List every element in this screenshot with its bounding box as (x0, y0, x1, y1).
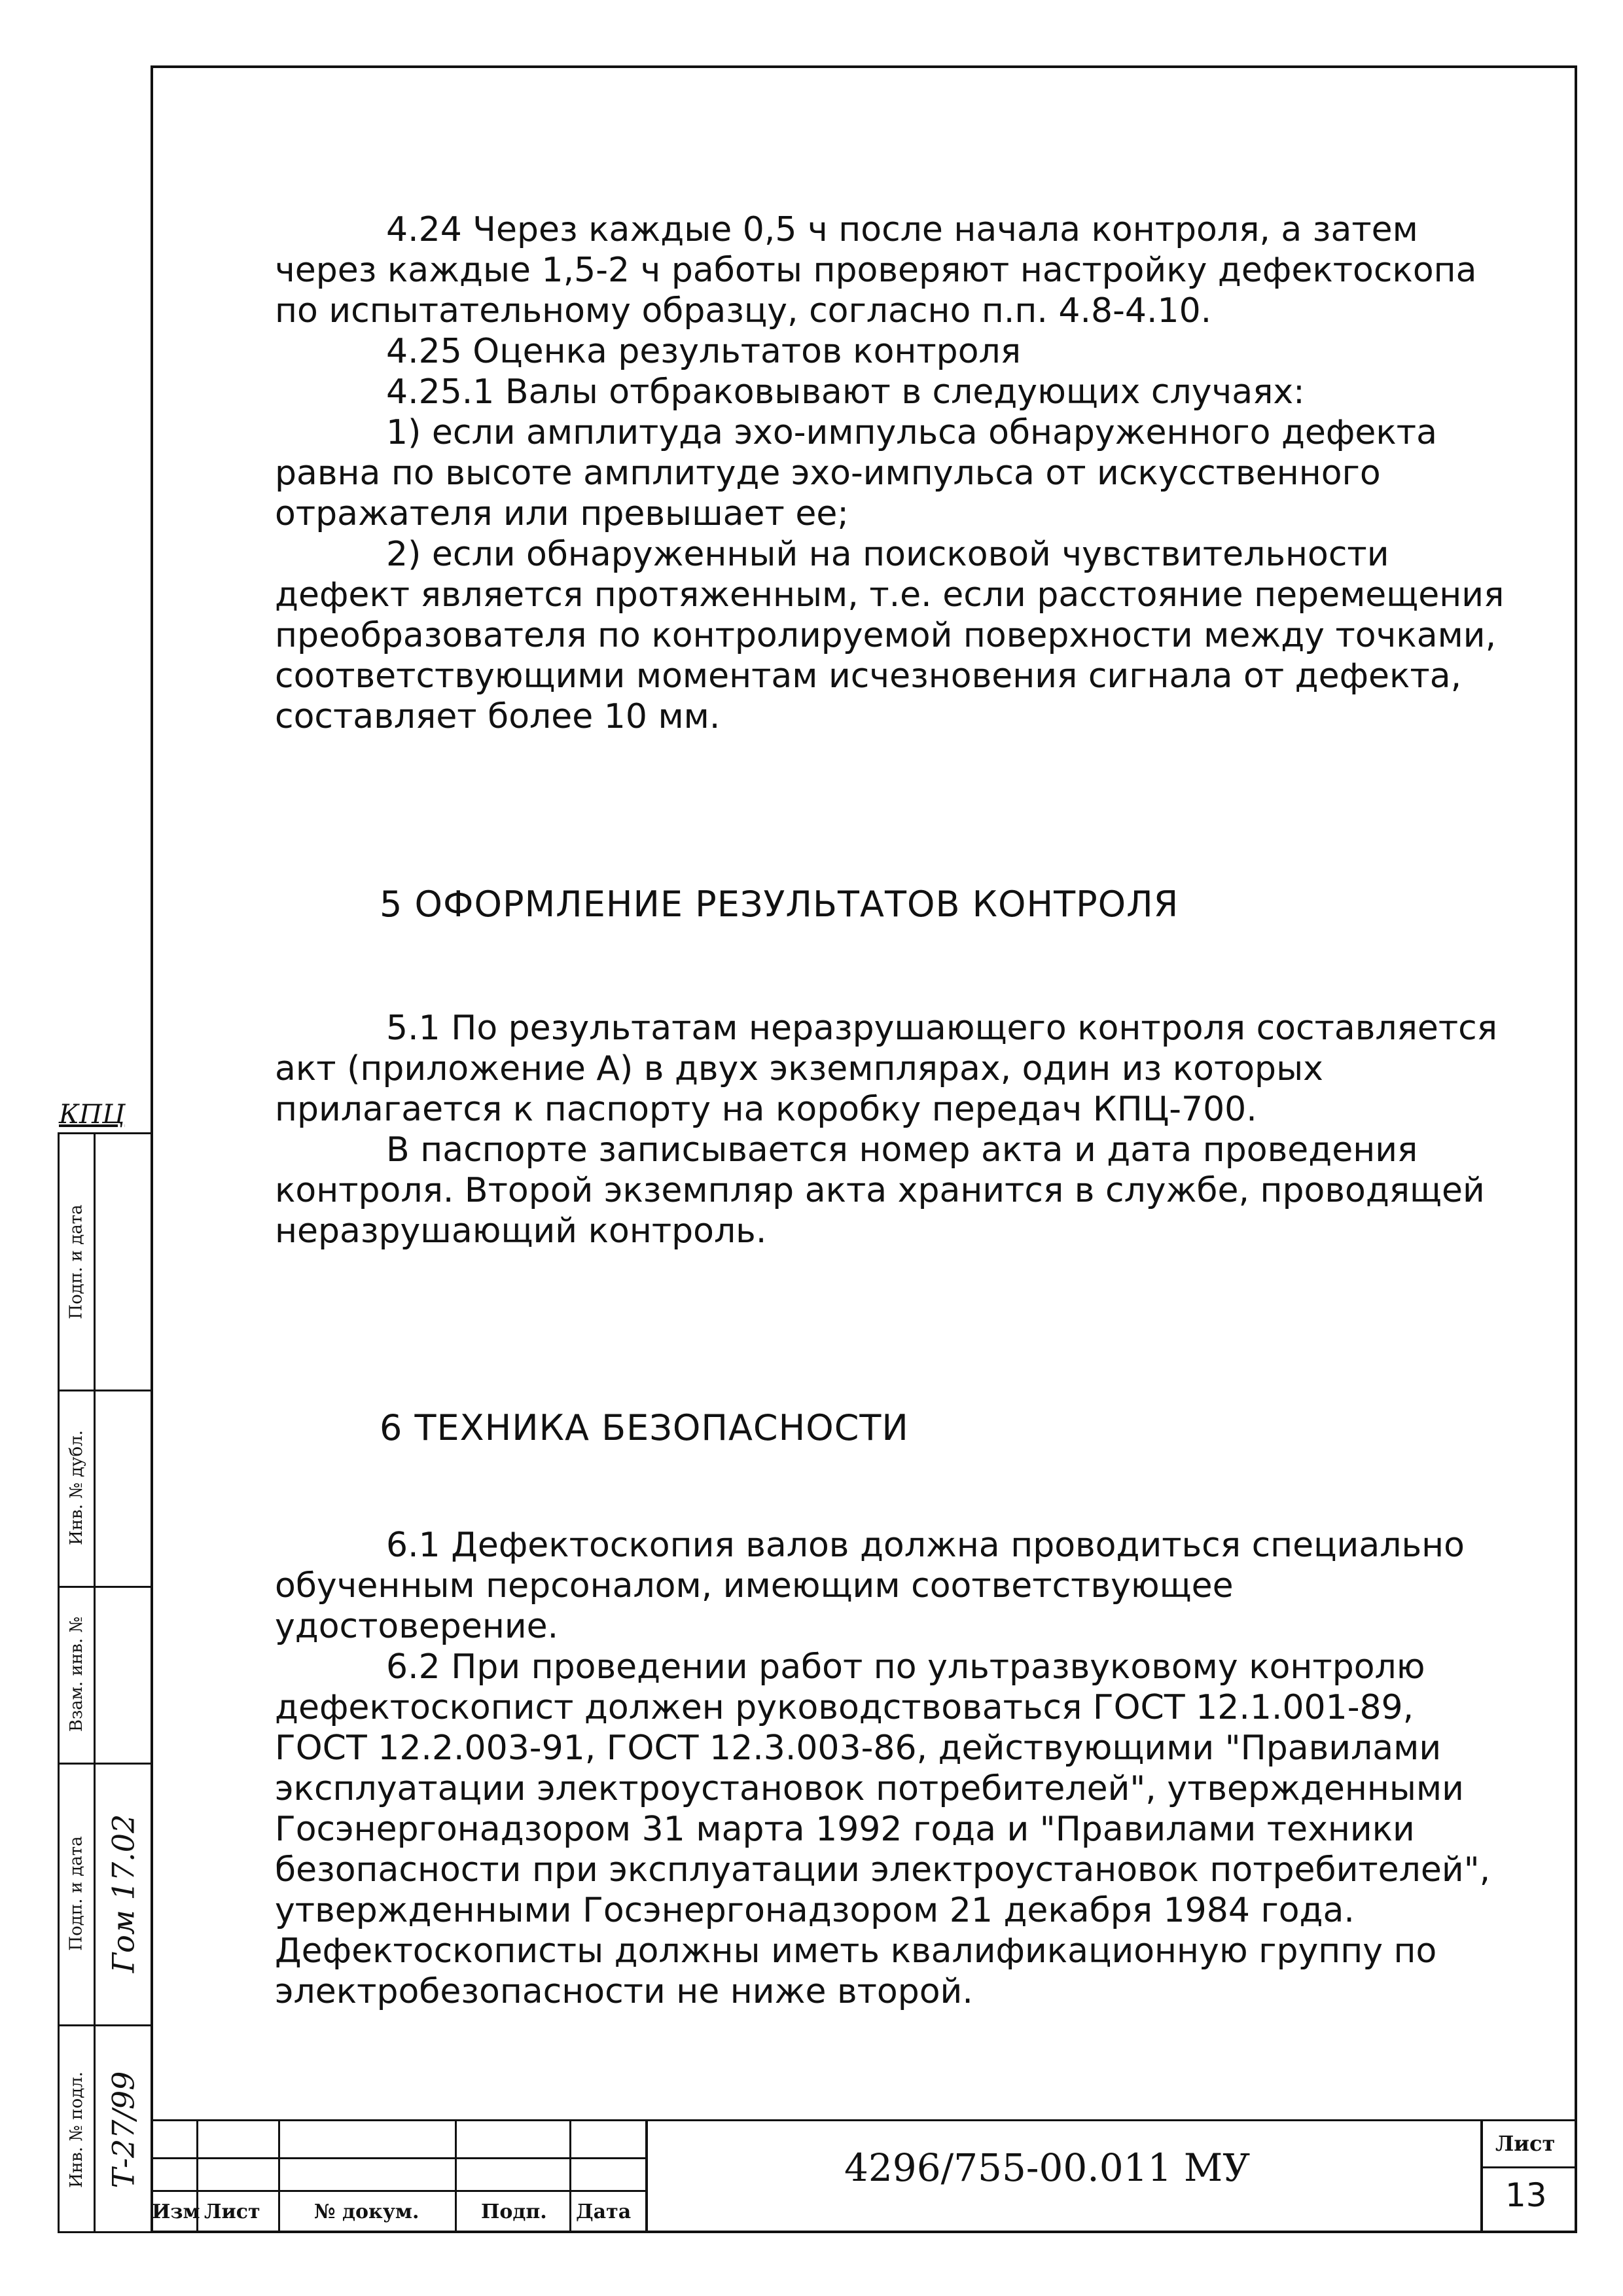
text-line: через каждые 1,5-2 ч работы проверяют настройку дефектоскопа (275, 251, 1477, 290)
text-line: соответствующими моментам исчезновения сигнала от дефекта, (275, 656, 1462, 696)
document-number: 4296/755-00.011 МУ (844, 2145, 1251, 2190)
paragraph-4-24: 4.24 Через каждые 0,5 ч после начала контроля, а затем (386, 210, 1418, 249)
text-line: Госэнергонадзором 31 марта 1992 года и "Правилами техники (275, 1810, 1415, 1849)
sheet-label: Лист (1495, 2131, 1556, 2156)
text-line: удостоверение. (275, 1607, 559, 1646)
title-block-col (455, 2119, 457, 2233)
text-line: утвержденными Госэнергонадзором 21 декабря 1984 года. (275, 1891, 1355, 1930)
text-line: прилагается к паспорту на коробку передач КПЦ-700. (275, 1090, 1257, 1129)
title-block-row-line (151, 2157, 648, 2159)
paragraph-5-1: 5.1 По результатам неразрушающего контроля составляется (386, 1009, 1498, 1048)
izm-label: Изм (152, 2200, 200, 2223)
title-block-col (278, 2119, 280, 2233)
text-line: В паспорте записывается номер акта и дата проведения (386, 1130, 1418, 1170)
text-line: отражателя или превышает ее; (275, 494, 849, 533)
text-line: по испытательному образцу, согласно п.п. 4.8-4.10. (275, 291, 1212, 331)
text-line: эксплуатации электроустановок потребителей", утвержденными (275, 1769, 1464, 1808)
text-line: составляет более 10 мм. (275, 697, 721, 736)
handwritten-date: Гом 17.02 (105, 1814, 141, 1973)
sheet-cell-divider (1480, 2119, 1483, 2233)
paragraph-6-2: 6.2 При проведении работ по ультразвуковому контролю (386, 1647, 1425, 1687)
text-line: дефект является протяженным, т.е. если расстояние перемещения (275, 575, 1505, 615)
text-line: контроля. Второй экземпляр акта хранится в службе, проводящей (275, 1171, 1485, 1210)
podp-label: Подп. (481, 2200, 547, 2223)
list-item-2: 2) если обнаруженный на поисковой чувствительности (386, 535, 1389, 574)
margin-label-vzam-inv: Взам. инв. № (67, 1617, 87, 1732)
data-label: Дата (576, 2200, 632, 2223)
list-label: Лист (204, 2200, 260, 2223)
paragraph-4-25-1: 4.25.1 Валы отбраковывают в следующих случаях: (386, 372, 1305, 412)
text-line: Дефектоскописты должны иметь квалификационную группу по (275, 1931, 1437, 1971)
sheet-number: 13 (1505, 2176, 1547, 2214)
margin-kpc-note: КПЦ (59, 1100, 125, 1130)
text-line: обученным персоналом, имеющим соответствующее (275, 1566, 1234, 1605)
title-block-main-divider (645, 2119, 648, 2233)
title-block-top-line (151, 2119, 648, 2121)
left-margin-strip (58, 1132, 151, 2233)
paragraph-6-1: 6.1 Дефектоскопия валов должна проводиться специально (386, 1526, 1465, 1565)
text-line: равна по высоте амплитуде эхо-импульса от искусственного (275, 454, 1381, 493)
text-line: дефектоскопист должен руководствоваться ГОСТ 12.1.001-89, (275, 1688, 1414, 1727)
margin-label-inv-dubl: Инв. № дубл. (67, 1430, 86, 1545)
section-5-heading: 5 ОФОРМЛЕНИЕ РЕЗУЛЬТАТОВ КОНТРОЛЯ (380, 884, 1179, 925)
dokum-label: № докум. (314, 2200, 419, 2223)
margin-label-inv-podl: Инв. № подл. (67, 2072, 86, 2188)
text-line: преобразователя по контролируемой поверхности между точками, (275, 616, 1497, 655)
text-line: неразрушающий контроль. (275, 1211, 767, 1251)
margin-label-podp-data: Подп. и дата (67, 1836, 86, 1951)
margin-label-podp-data-top: Подп. и дата (67, 1204, 86, 1319)
title-block-col (569, 2119, 571, 2233)
list-item-1: 1) если амплитуда эхо-импульса обнаруженного дефекта (386, 413, 1437, 452)
title-block-top-line (645, 2119, 1577, 2121)
title-block-row-line (151, 2190, 648, 2192)
handwritten-inv-number: Т-27/99 (105, 2071, 141, 2189)
text-line: акт (приложение А) в двух экземплярах, один из которых (275, 1049, 1323, 1088)
text-line: ГОСТ 12.2.003-91, ГОСТ 12.3.003-86, действующими "Правилами (275, 1729, 1442, 1768)
text-line: электробезопасности не ниже второй. (275, 1972, 973, 2011)
paragraph-4-25: 4.25 Оценка результатов контроля (386, 332, 1022, 371)
section-6-heading: 6 ТЕХНИКА БЕЗОПАСНОСТИ (380, 1407, 909, 1448)
sheet-cell-divider (1480, 2166, 1577, 2168)
text-line: безопасности при эксплуатации электроустановок потребителей", (275, 1850, 1491, 1890)
